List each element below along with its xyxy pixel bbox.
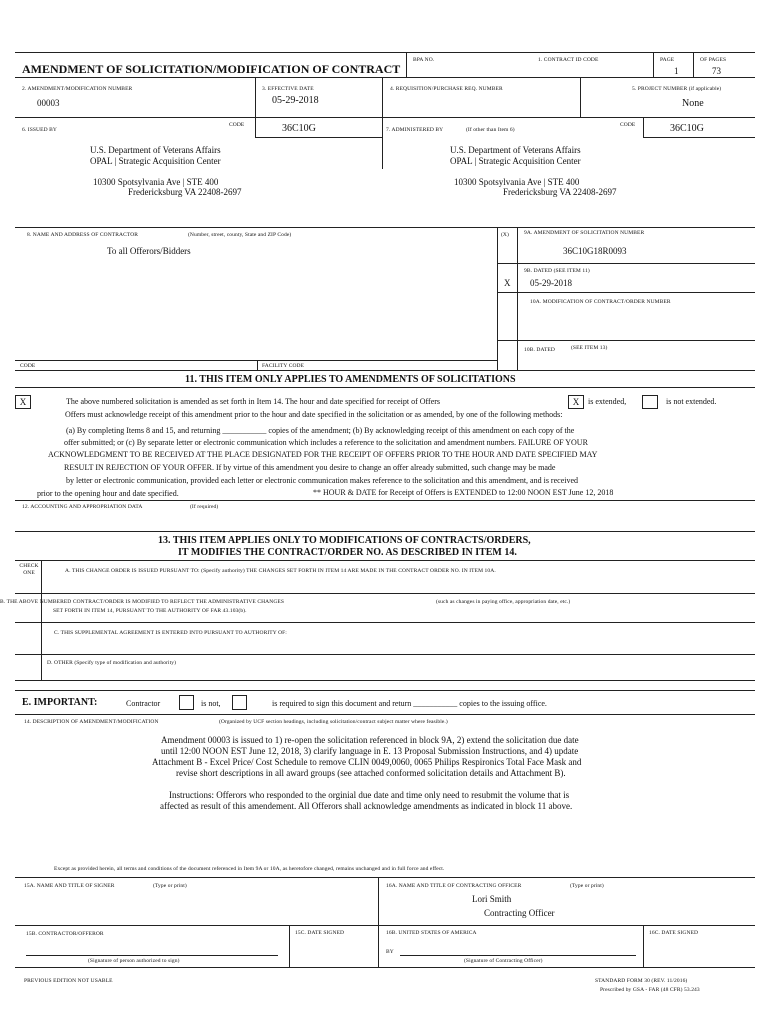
- row-divider: [15, 690, 755, 691]
- divider: [41, 560, 42, 680]
- not-extended-checkbox[interactable]: [642, 395, 658, 409]
- divider: [257, 360, 258, 370]
- row-divider: [15, 77, 755, 78]
- admin-agency: U.S. Department of Veterans Affairs: [450, 145, 581, 155]
- item-13c-text: C. THIS SUPPLEMENTAL AGREEMENT IS ENTERED INTO PURSUANT TO AUTHORITY OF:: [54, 630, 287, 636]
- requisition-label: 4. REQUISITION/PURCHASE REQ. NUMBER: [390, 86, 503, 92]
- row-divider: [15, 500, 755, 501]
- contract-id-label: 1. CONTRACT ID CODE: [538, 57, 599, 63]
- divider: [497, 292, 755, 293]
- item-13b-text-line2: SET FORTH IN ITEM 14, PURSUANT TO THE AUTHORITY OF FAR 43.103(b).: [53, 608, 247, 614]
- row-divider: [15, 654, 755, 655]
- item-13b-text-line1: B. THE ABOVE NUMBERED CONTRACT/ORDER IS MODIFIED TO REFLECT THE ADMINISTRATIVE CHANGES: [0, 599, 285, 605]
- description-p1-line3: Attachment B - Excel Price/ Cost Schedule to remove CLIN 0049,0060, 0065 Philips Respironics Total Face Mask and: [152, 757, 582, 767]
- issued-office: OPAL | Strategic Acquisition Center: [90, 156, 221, 166]
- issued-address-line1: 10300 Spotsylvania Ave | STE 400: [93, 177, 219, 187]
- issued-by-label: 6. ISSUED BY: [22, 127, 57, 133]
- divider: [643, 117, 644, 137]
- solicitation-number: 36C10G18R0093: [563, 246, 627, 256]
- page-count: 73: [712, 66, 721, 76]
- officer-name: Lori Smith: [472, 894, 512, 904]
- description-p2-line1: Instructions: Offerors who responded to the orginial due date and time only need to resubmit the volume that is: [169, 790, 570, 800]
- divider: [406, 52, 407, 77]
- officer-title: Contracting Officer: [484, 908, 555, 918]
- item-11-line2: Offers must acknowledge receipt of this amendment prior to the hour and date specified in the solicitation or as amended, by one of the following methods:: [65, 410, 563, 419]
- item-9b-label: 9B. DATED (SEE ITEM 11): [524, 268, 590, 274]
- row-divider: [15, 593, 755, 594]
- contractor-note: (Number, street, county, State and ZIP Code): [188, 232, 292, 238]
- united-states-label: 16B. UNITED STATES OF AMERICA: [386, 930, 477, 936]
- contractor-date-label: 15C. DATE SIGNED: [295, 930, 345, 936]
- contractor-name: To all Offerors/Bidders: [107, 246, 191, 256]
- item-13d-text: D. OTHER (Specify type of modification and authority): [47, 660, 177, 666]
- description-p1-line1: Amendment 00003 is issued to 1) re-open the solicitation referenced in block 9A, 2) extend the solicitation due date: [161, 735, 579, 745]
- contractor-label: 8. NAME AND ADDRESS OF CONTRACTOR: [27, 232, 139, 238]
- divider: [378, 877, 379, 967]
- extended-checkbox[interactable]: X: [568, 395, 584, 409]
- item-11-checkbox[interactable]: X: [15, 395, 31, 409]
- item-13-heading-line1: 13. THIS ITEM APPLIES ONLY TO MODIFICATIONS OF CONTRACTS/ORDERS,: [158, 535, 531, 546]
- amendment-number-label: 2. AMENDMENT/MODIFICATION NUMBER: [22, 86, 133, 92]
- not-extended-label: is not extended.: [666, 397, 717, 406]
- item-11-line6: RESULT IN REJECTION OF YOUR OFFER. If by virtue of this amendment you desire to change an offer already submitted, such change may be made: [64, 463, 556, 472]
- divider: [255, 117, 256, 137]
- contractor-signature-label: 15B. CONTRACTOR/OFFEROR: [26, 931, 104, 937]
- divider: [497, 340, 755, 341]
- divider: [693, 52, 694, 77]
- row-divider: [15, 925, 755, 926]
- description-p1-line2: until 12:00 NOON EST June 12, 2018, 3) clarify language in E. 13 Proposal Submission Instructions, and 4) update: [161, 746, 579, 756]
- divider: [517, 227, 518, 370]
- contractor-signature-line[interactable]: [26, 955, 278, 956]
- officer-date-label: 16C. DATE SIGNED: [649, 930, 699, 936]
- divider: [580, 77, 581, 117]
- form-top-border: [15, 52, 755, 53]
- divider: [497, 263, 755, 264]
- important-label: E. IMPORTANT:: [22, 697, 98, 708]
- item-10a-label: 10A. MODIFICATION OF CONTRACT/ORDER NUMBER: [530, 299, 671, 305]
- accounting-note: (If required): [190, 504, 219, 510]
- divider: [289, 925, 290, 967]
- row-divider: [15, 967, 755, 968]
- prescribed-by-label: Prescribed by GSA - FAR (48 CFR) 53.243: [600, 987, 700, 993]
- previous-edition-note: PREVIOUS EDITION NOT USABLE: [24, 978, 113, 984]
- item-11-line3: (a) By completing Items 8 and 15, and returning ___________ copies of the amendment; (b) By acknowledging receipt of this amendment on each copy of the: [66, 426, 575, 435]
- contractor-signature-caption: (Signature of person authorized to sign): [88, 958, 180, 964]
- required-text: is required to sign this document and return ___________ copies to the issuing office.: [272, 699, 547, 708]
- item-11-line1: The above numbered solicitation is amended as set forth in Item 14. The hour and date specified for receipt of Offers: [66, 397, 441, 406]
- row-divider: [15, 370, 755, 371]
- issued-agency: U.S. Department of Veterans Affairs: [90, 145, 221, 155]
- check-one-label: CHECK ONE: [19, 563, 39, 576]
- item-11-line5: ACKNOWLEDGMENT TO BE RECEIVED AT THE PLACE DESIGNATED FOR THE RECEIPT OF OFFERS PRIOR TO THE HOUR AND DATE SPECIFIED MAY: [48, 450, 598, 459]
- divider: [382, 77, 383, 169]
- amendment-number: 00003: [37, 98, 60, 108]
- row-divider: [15, 117, 755, 118]
- row-divider: [15, 714, 755, 715]
- page-label: PAGE: [660, 57, 675, 63]
- admin-address-line2: Fredericksburg VA 22408-2697: [503, 187, 617, 197]
- row-divider: [15, 877, 755, 878]
- row-divider: [15, 560, 755, 561]
- project-number: None: [682, 98, 704, 109]
- administered-by-label: 7. ADMINISTERED BY: [386, 127, 444, 133]
- admin-code: 36C10G: [670, 123, 704, 134]
- of-pages-label: OF PAGES: [700, 57, 727, 63]
- divider: [653, 52, 654, 77]
- page-number: 1: [674, 66, 679, 76]
- effective-date: 05-29-2018: [272, 95, 319, 106]
- standard-form-label: STANDARD FORM 30 (REV. 11/2016): [595, 978, 688, 984]
- item-11-line8: prior to the opening hour and date specified.: [37, 489, 179, 498]
- divider: [15, 360, 497, 361]
- by-label: BY: [386, 949, 394, 955]
- item-9b-checkmark: X: [504, 278, 511, 288]
- row-divider: [15, 227, 755, 228]
- divider: [497, 227, 498, 370]
- item-9b-date: 05-29-2018: [530, 278, 572, 288]
- admin-code-label: CODE: [620, 122, 636, 128]
- item-14-note: (Organized by UCF section headings, including solicitation/contract subject matter where feasible.): [219, 719, 448, 725]
- form-title: AMENDMENT OF SOLICITATION/MODIFICATION OF CONTRACT: [22, 62, 401, 76]
- item-13-heading-line2: IT MODIFIES THE CONTRACT/ORDER NO. AS DESCRIBED IN ITEM 14.: [178, 547, 517, 558]
- issued-code-label: CODE: [229, 122, 245, 128]
- facility-code-label: FACILITY CODE: [262, 363, 305, 369]
- item-11-heading: 11. THIS ITEM ONLY APPLIES TO AMENDMENTS OF SOLICITATIONS: [185, 374, 516, 385]
- signer-name-note: (Type or print): [153, 883, 187, 889]
- issued-address-line2: Fredericksburg VA 22408-2697: [128, 187, 242, 197]
- officer-signature-line[interactable]: [400, 955, 636, 956]
- officer-signature-caption: (Signature of Contracting Officer): [464, 958, 543, 964]
- is-required-checkbox[interactable]: [232, 695, 247, 710]
- extension-note: ** HOUR & DATE for Receipt of Offers is EXTENDED to 12:00 NOON EST June 12, 2018: [313, 488, 614, 497]
- divider: [643, 925, 644, 967]
- terms-statement: Except as provided herein, all terms and conditions of the document referenced in Item 9A or 10A, as heretofore changed, remains unchanged and in full force and effect.: [54, 866, 445, 872]
- administered-note: (If other than Item 6): [466, 127, 515, 133]
- item-10b-note: (SEE ITEM 13): [571, 345, 608, 351]
- admin-address-line1: 10300 Spotsylvania Ave | STE 400: [454, 177, 580, 187]
- row-divider: [15, 387, 755, 388]
- is-extended-label: is extended,: [588, 397, 627, 406]
- item-11-line7: by letter or electronic communication, provided each letter or electronic communication makes reference to the solicitation and this amendment, and is received: [66, 476, 579, 485]
- officer-name-label: 16A. NAME AND TITLE OF CONTRACTING OFFICER: [386, 883, 522, 889]
- description-p1-line4: revise short descriptions in all award groups (see attached conformed solicitation details and Attachment B).: [176, 768, 566, 778]
- signer-name-label: 15A. NAME AND TITLE OF SIGNER: [24, 883, 115, 889]
- x-column-label: (X): [501, 232, 509, 238]
- item-10b-label: 10B. DATED: [524, 347, 555, 353]
- is-not-checkbox[interactable]: [179, 695, 194, 710]
- project-number-label: 5. PROJECT NUMBER (if applicable): [632, 86, 722, 92]
- divider: [643, 137, 755, 138]
- accounting-label: 12. ACCOUNTING AND APPROPRIATION DATA: [22, 504, 143, 510]
- description-p2-line2: affected as result of this amendement. All Offerors shall acknowledge amendments as indicated in block 11 above.: [160, 801, 573, 811]
- item-13b-note: (such as changes in paying office, appropriation date, etc.): [436, 599, 571, 605]
- bpa-no-label: BPA NO.: [413, 57, 435, 63]
- contractor-label: Contractor: [126, 699, 161, 708]
- item-11-line4: offer submitted; or (c) By separate letter or electronic communication which includes a reference to the solicitation and amendment numbers. FAILURE OF YOUR: [64, 438, 588, 447]
- code-label: CODE: [20, 363, 36, 369]
- item-9a-label: 9A. AMENDMENT OF SOLICITATION NUMBER: [524, 230, 645, 236]
- admin-office: OPAL | Strategic Acquisition Center: [450, 156, 581, 166]
- row-divider: [15, 680, 755, 681]
- item-14-label: 14. DESCRIPTION OF AMENDMENT/MODIFICATION: [24, 719, 159, 725]
- issued-code: 36C10G: [282, 123, 316, 134]
- row-divider: [15, 622, 755, 623]
- effective-date-label: 3. EFFECTIVE DATE: [262, 86, 314, 92]
- row-divider: [15, 531, 755, 532]
- divider: [255, 137, 382, 138]
- divider: [255, 77, 256, 117]
- item-13a-text: A. THIS CHANGE ORDER IS ISSUED PURSUANT TO: (Specify authority) THE CHANGES SET FORTH IN ITEM 14 ARE MADE IN THE CONTRACT ORDER NO. IN ITEM 10A.: [65, 568, 496, 574]
- officer-name-note: (Type or print): [570, 883, 604, 889]
- is-not-label: is not,: [201, 699, 221, 708]
